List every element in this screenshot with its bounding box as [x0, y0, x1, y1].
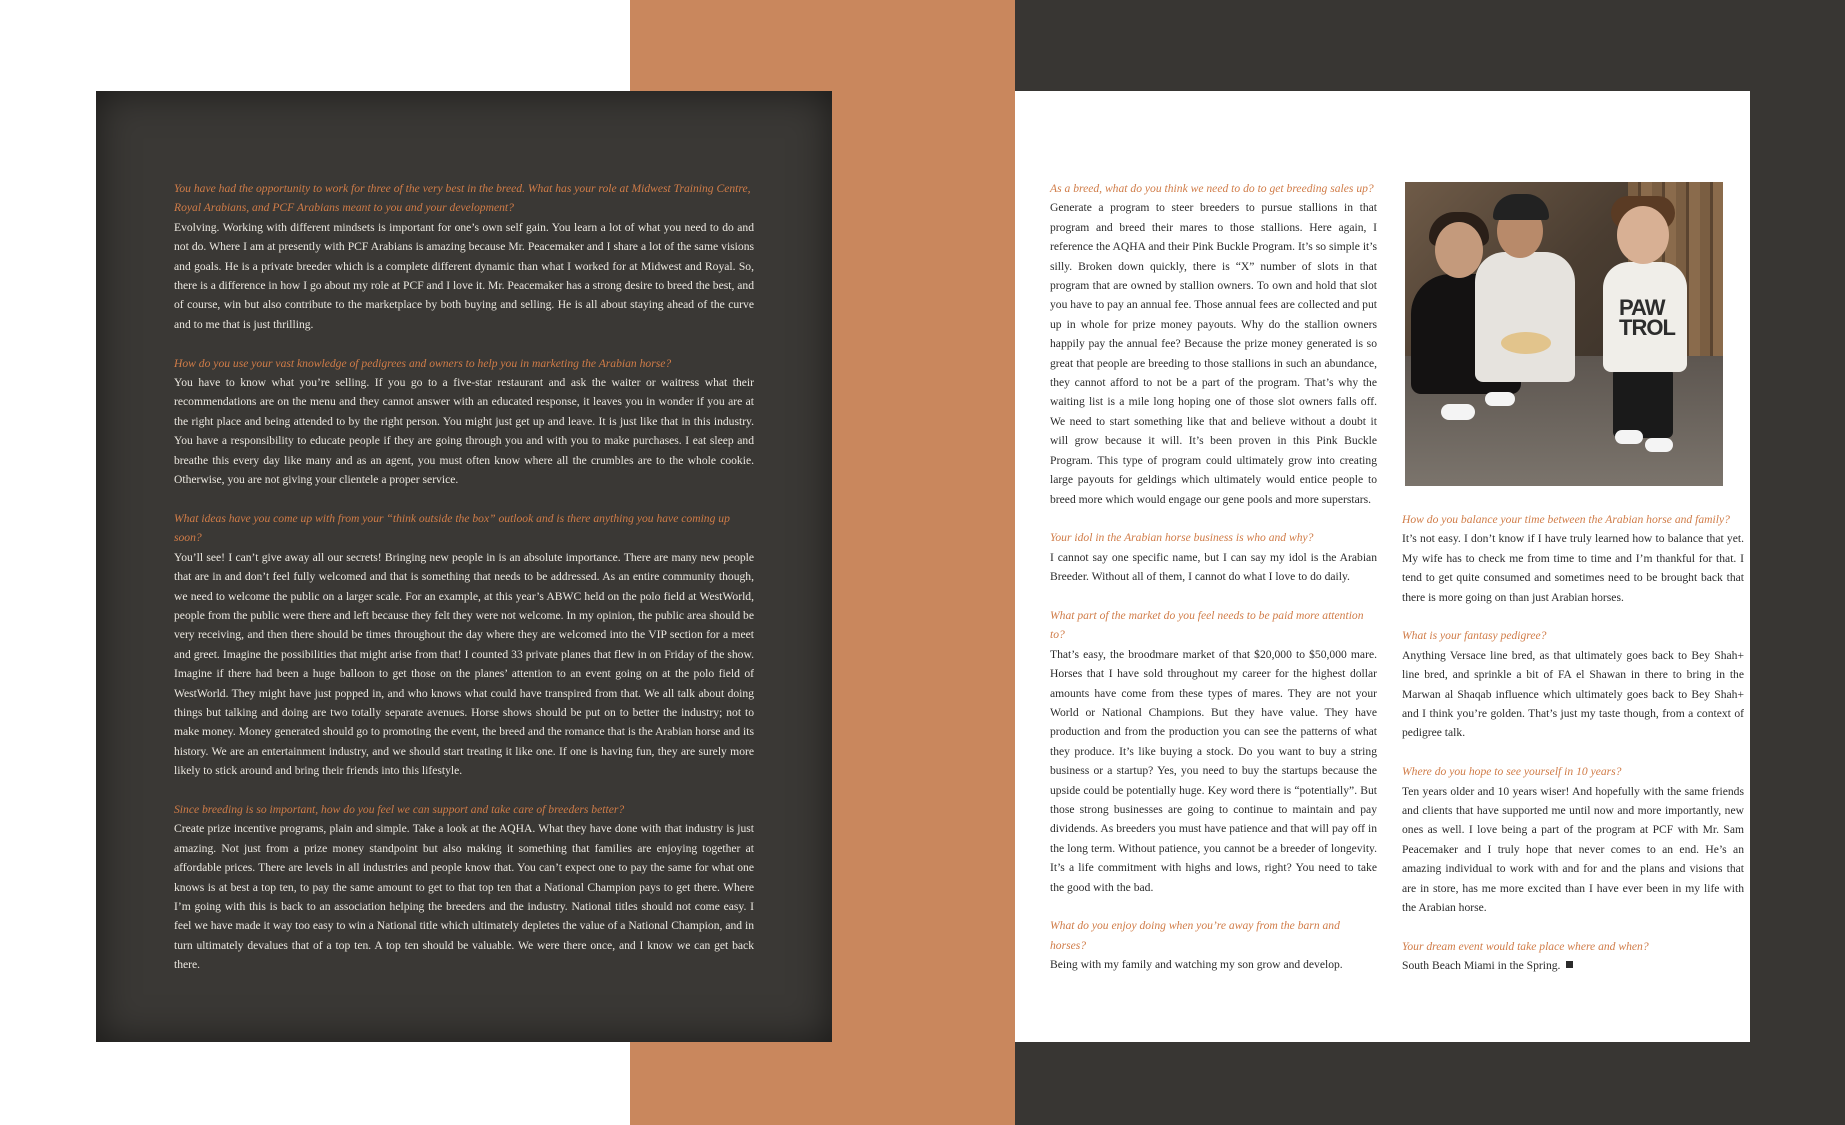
- photo-woman-face: [1435, 222, 1483, 278]
- family-photo: [1405, 182, 1723, 486]
- question: What do you enjoy doing when you’re away from the barn and horses?: [1050, 919, 1340, 952]
- answer: Create prize incentive programs, plain and simple. Take a look at the AQHA. What they have done with that industry is just amazing. Not just from a prize money standpoint but also making it something that families are enjoying together at affordable prices. There are levels in all industries and people know that. You can’t expect one to pay the same for what one knows is at best a top ten, to pay the same amount to get to that top ten that a National Champion pays to get there. Where I’m going with this is back to an association helping the breeders and the industry. National titles should not come easy. I feel we have made it way too easy to win a National title which ultimately depletes the value of a National Champion, and in turn ultimately devalues that of a top ten. A top ten should be valuable. We were there once, and I know we can get back there.: [174, 822, 754, 972]
- answer: Evolving. Working with different mindsets is important for one’s own self gain. You learn a lot of what you need to do and not do. Where I am at presently with PCF Arabians is amazing because Mr. Peacemaker and I share a lot of the same visions and goals. He is a private breeder which is a complete different dynamic than what I worked for at Midwest and Royal. So, there is a difference in how I go about my role at PCF and I love it. Mr. Peacemaker has a strong desire to breed the best, and of course, win but also contribute to the marketplace by both buying and selling. He is all about staying ahead of the curve and to me that is just thrilling.: [174, 220, 754, 331]
- question: Since breeding is so important, how do you feel we can support and take care of breeders better?: [174, 802, 625, 816]
- question: What part of the market do you feel needs to be paid more attention to?: [1050, 608, 1364, 642]
- photo-shoe: [1485, 392, 1515, 406]
- answer: You’ll see! I can’t give away all our secrets! Bringing new people in is an absolute importance. There are many new people that are in and don’t feel fully welcomed and that is something that needs to be addressed. As an entire community though, we need to welcome the public on a larger scale. For an example, at this year’s ABWC held on the polo field at WestWorld, people from the public were there and left because they felt they were not welcome. In my opinion, the public area should be very receiving, and then there should be times throughout the day where they are welcomed into the VIP section for a meet and greet. Imagine the possibilities that might arise from that! I counted 33 private planes that flew in on Friday of the show. Imagine if there had been a huge balloon to get those on the planes’ attention to an event going on at the polo field of WestWorld. They might have just popped in, and who knows what could have transpired from that. We all talk about doing things but talking and doing are two totally separate avenues. Horse shows should be put on to better the industry; not to make money. Money generated should go to promoting the event, the breed and the romance that is the Arabian horse and its history. We are an entertainment industry, and we should start treating it like one. If one is having fun, they are surely more likely to stick around and bring their friends into this lifestyle.: [174, 550, 754, 778]
- photo-shoe: [1615, 430, 1643, 444]
- question: Your idol in the Arabian horse business is who and why?: [1050, 531, 1314, 545]
- answer: That’s easy, the broodmare market of that $20,000 to $50,000 mare. Horses that I have sold throughout my career for the highest dollar amounts have come from these types of mares. They are not your World or National Champions. But they have value. They have production and from the production you can see the patterns of what they produce. It’s like buying a stock. Do you want to buy a string business or a startup? Yes, you need to buy the startups because the upside could be potentially huge. Key word there is “potentially”. But those strong businesses are going to continue to maintain and pay dividends. As breeders you must have patience and that will pay off in the long term. Without patience, you cannot be a breeder of longevity. It’s a life commitment with highs and lows, right? You need to take the good with the bad.: [1050, 647, 1377, 894]
- answer-final: [1402, 956, 1744, 975]
- question: How do you balance your time between the Arabian horse and family?: [1402, 513, 1730, 526]
- answer: You have to know what you’re selling. If you go to a five-star restaurant and ask the waiter or waitress what their recommendations are on the menu and they cannot answer with an educated response, it leaves you in wonder if you are at the right place and being attended to by the right person. You might just get up and leave. It is just like that in this industry. You have a responsibility to educate people if they are going through you and with you to make purchases. I eat sleep and breathe this every day like many and as an agent, you must often know where all the crumbles are to the whole cookie. Otherwise, you are not giving your clientele a proper service.: [174, 376, 754, 487]
- left-page: [96, 91, 832, 1042]
- question: Where do you hope to see yourself in 10 years?: [1402, 765, 1622, 779]
- question: As a breed, what do you think we need to do to get breeding sales up?: [1050, 182, 1374, 195]
- photo-plate: [1501, 332, 1551, 354]
- question: How do you use your vast knowledge of pedigrees and owners to help you in marketing the Arabian horse?: [174, 356, 672, 370]
- photo-shoe: [1645, 438, 1673, 452]
- answer: I cannot say one specific name, but I can say my idol is the Arabian Breeder. Without all of them, I cannot do what I love to do daily.: [1050, 550, 1377, 584]
- right-column-2: [1402, 510, 1744, 995]
- right-page: [1015, 91, 1750, 1042]
- answer: South Beach Miami in the Spring.: [1402, 959, 1561, 973]
- photo-child-legs: [1613, 368, 1673, 438]
- photo-sweatshirt-text: PAW TROL: [1619, 295, 1675, 340]
- answer: Ten years older and 10 years wiser! And hopefully with the same friends and clients that have supported me until now and more importantly, new ones as well. I love being a part of the program at PCF with Mr. Sam Peacemaker and I truly hope that never comes to an end. He’s an amazing individual to work with and for and the plans and visions that are in store, has me more excited than I have ever been in my life with the Arabian horse.: [1402, 784, 1744, 915]
- answer: It’s not easy. I don’t know if I have truly learned how to balance that yet. My wife has to check me from time to time and I’m thankful for that. I tend to get quite consumed and sometimes need to be brought back that there is more going on than just Arabian horses.: [1402, 532, 1744, 604]
- question: You have had the opportunity to work for three of the very best in the breed. What has your role at Midwest Training Centre, Royal Arabians, and PCF Arabians meant to you and your development?: [174, 182, 751, 215]
- photo-man: [1475, 252, 1575, 382]
- answer: Anything Versace line bred, as that ultimately goes back to Bey Shah+ line bred, and sprinkle a bit of FA el Shawan in there to bring in the Marwan al Shaqab influence which ultimately goes back to Bey Shah+ and I think you’re golden. That’s just my taste though, from a context of pedigree talk.: [1402, 648, 1744, 740]
- question: Your dream event would take place where and when?: [1402, 939, 1649, 953]
- answer: Generate a program to steer breeders to pursue stallions in that program and breed their mares to those stallions. Here again, I reference the AQHA and their Pink Buckle Program. It’s so simple it’s silly. Broken down quickly, there is “X” number of slots in that program that are owned by stallion owners. To own and hold that slot you have to pay an annual fee. Those annual fees are collected and put up in whole for prize money payouts. Why do the stallion owners happily pay the annual fee? Because the prize money generated is so great that people are breeding to those stallions in such an abundance, they cannot afford to not be a part of the program. That’s why the waiting list is a mile long hoping one of those slot owners falls off. We need to start something like that and believe without a doubt it will grow because it will. It’s been proven in this Pink Buckle Program. This type of program could ultimately grow into creating large payouts for geldings which ultimately would entice people to breed more which would engage our gene pools and more superstars.: [1050, 201, 1377, 506]
- photo-child-face: [1617, 206, 1669, 264]
- question: What ideas have you come up with from your “think outside the box” outlook and is there anything you have coming up soon?: [174, 511, 730, 545]
- right-column-1: [1050, 179, 1377, 994]
- photo-shoe: [1441, 404, 1475, 420]
- answer: Being with my family and watching my son grow and develop.: [1050, 958, 1343, 972]
- end-mark-icon: [1566, 961, 1573, 968]
- photo-man-cap: [1493, 194, 1549, 220]
- question: What is your fantasy pedigree?: [1402, 629, 1547, 643]
